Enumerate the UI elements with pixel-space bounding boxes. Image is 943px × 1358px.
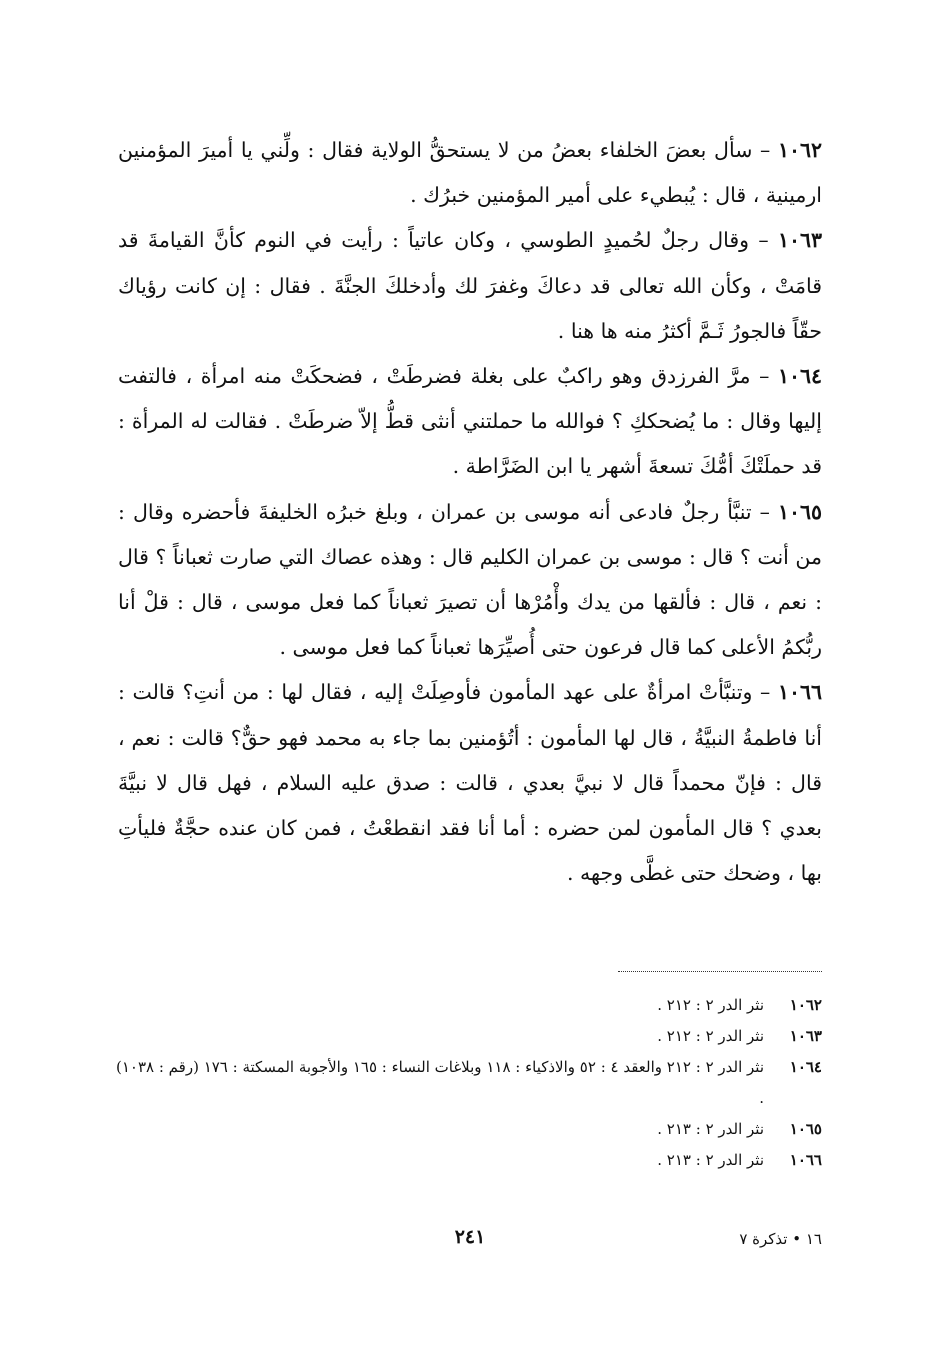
paragraph-1064 [118, 354, 822, 490]
paragraph-text: – تنبَّأ رجلٌ فادعى أنه موسى بن عمران ، وبلغ خبرُه الخليفةَ فأحضره وقال : من أنت ؟ قال : موسى بن عمران الكليم قال : وهذه عصاك التي صارت ثعباناً ؟ قال : نعم ، قال : فألقها من يدك وأْمُرْها أن تصيرَ ثعباناً كما فعل موسى ، قال : قلْ أنا ربُّكمُ الأعلى كما قال فرعون حتى أُصيِّرَها ثعباناً كما فعل موسى . [118, 499, 822, 660]
footnote-text: نثر الدر ٢ : ٢١٣ . [657, 1151, 764, 1169]
paragraph-text: – مرَّ الفرزدق وهو راكبٌ على بغلة فضرطَتْ ، فضحكَتْ منه امرأة ، فالتفت إليها وقال : ما يُضحككِ ؟ فوالله ما حملتني أنثى قطُّ إلاّ ضرطَتْ . فقالت له المرأة : قد حملَتْكَ أمُّكَ تسعةَ أشهر يا ابن الضَرَّاطة . [118, 364, 822, 479]
footnote-text: نثر الدر ٢ : ٢١٢ والعقد ٤ : ٥٢ والاذكياء : ١١٨ وبلاغات النساء : ١٦٥ والأجوبة المسكتة : ١٧٦ (رقم : ١٠٣٨) . [115, 1058, 764, 1107]
paragraph-text: – سأل بعضَ الخلفاء بعضُ من لا يستحقُّ الولاية فقال : ولِّني يا أميرَ المؤمنين ارمينية ، قال : يُبطيء على أمير المؤمنين خبرُك . [118, 138, 822, 208]
footnote-text: نثر الدر ٢ : ٢١٢ . [657, 996, 764, 1014]
paragraph-number: ١٠٦٢ [777, 138, 822, 162]
paragraph-number: ١٠٦٦ [777, 680, 822, 705]
footnote-text: نثر الدر ٢ : ٢١٢ . [657, 1027, 764, 1045]
footnote-1065 [108, 1114, 822, 1145]
footnote-divider [618, 971, 822, 972]
paragraph-1062 [118, 128, 822, 218]
page-number: ٢٤١ [454, 1226, 486, 1248]
page-footer [118, 1224, 822, 1254]
footnote-number: ١٠٦٣ [789, 1027, 822, 1045]
paragraph-text: – وتنبَّأتْ امرأةٌ على عهد المأمون فأوصِلَتْ إليه ، فقال لها : من أنتِ؟ قالت : أنا فاطمةُ النبيَّةُ ، قال لها المأمون : أتُؤمنين بما جاء به محمد فهو حقٌّ؟ قالت : نعم ، قال : فإنّ محمداً قال لا نبيَّ بعدي ، قالت : صدق عليه السلام ، فهل قال لا نبيَّةَ بعدي ؟ قال المأمون لمن حضره : أما أنا فقد انقطعْتُ ، فمن كان عنده حجَّةٌ فليأتِ بها ، وضحك حتى غطَّى وجهه . [118, 680, 822, 886]
footnote-1064 [108, 1052, 822, 1114]
footnote-text: نثر الدر ٢ : ٢١٣ . [657, 1120, 764, 1138]
paragraph-1065 [118, 490, 822, 671]
paragraph-1066 [118, 670, 822, 896]
footnote-number: ١٠٦٤ [789, 1058, 822, 1076]
footnote-number: ١٠٦٢ [789, 996, 822, 1014]
footnote-1062 [108, 990, 822, 1021]
main-text [118, 128, 822, 896]
footnote-1066 [108, 1145, 822, 1176]
paragraph-number: ١٠٦٥ [777, 499, 822, 524]
footnote-number: ١٠٦٦ [789, 1151, 822, 1169]
paragraph-number: ١٠٦٤ [777, 364, 822, 389]
paragraph-1063 [118, 218, 822, 354]
paragraph-number: ١٠٦٣ [777, 228, 822, 253]
footnote-number: ١٠٦٥ [789, 1120, 822, 1138]
footnote-1063 [108, 1021, 822, 1052]
print-signature: ١٦ • تذكرة ٧ [739, 1230, 822, 1248]
paragraph-text: – وقال رجلٌ لحُميدٍ الطوسي ، وكان عاتياً : رأيت في النوم كأنَّ القيامةَ قد قامَتْ ، وكأن الله تعالى قد دعاكَ وغفرَ لك وأدخلكَ الجنَّةَ . فقال : إن كانت رؤياك حقّاً فالجورُ ثَـمَّ أكثرُ منه ها هنا . [118, 228, 822, 343]
footnotes [108, 990, 822, 1176]
